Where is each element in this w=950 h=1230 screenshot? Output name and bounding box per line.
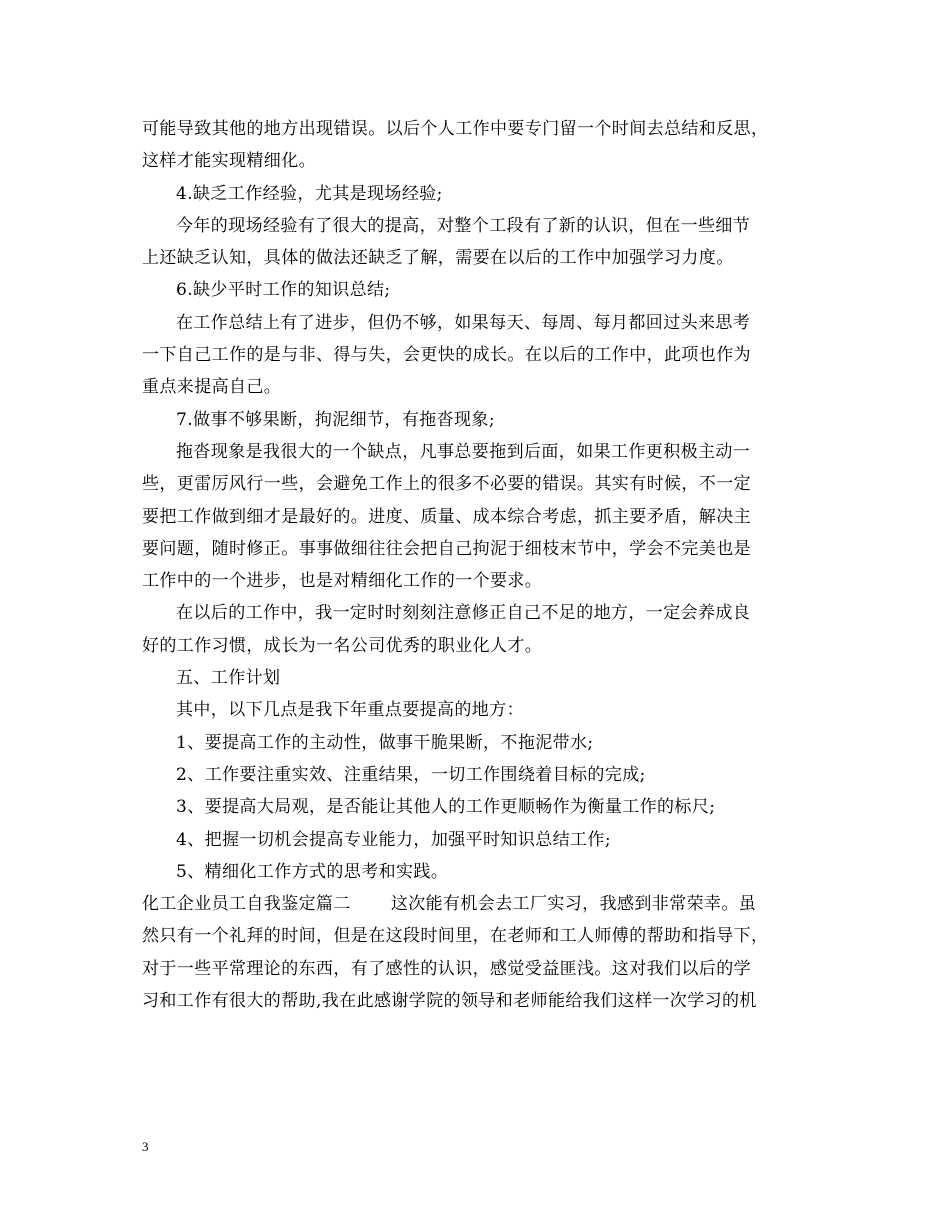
plan-item: 4、把握一切机会提高专业能力，加强平时知识总结工作; — [176, 829, 611, 850]
text-line: 在以后的工作中，我一定时时刻刻注意修正自己不足的地方，一定会养成良 — [176, 603, 751, 624]
section-title: 化工企业员工自我鉴定篇二 — [142, 894, 351, 915]
text-line: 要问题，随时修正。事事做细往往会把自己拘泥于细枝末节中，学会不完美也是 — [142, 538, 751, 559]
text-line: 今年的现场经验有了很大的提高，对整个工段有了新的认识，但在一些细节 — [176, 215, 751, 236]
text-line: 好的工作习惯，成长为一名公司优秀的职业化人才。 — [142, 635, 543, 656]
text-line: 对于一些平常理论的东西，有了感性的认识，感觉受益匪浅。这对我们以后的学 — [142, 958, 751, 979]
document-body — [142, 113, 808, 1017]
list-heading: 4.缺乏工作经验，尤其是现场经验; — [176, 183, 443, 204]
list-heading: 7.做事不够果断，拘泥细节，有拖沓现象; — [176, 409, 495, 430]
text-line: 习和工作有很大的帮助,我在此感谢学院的领导和老师能给我们这样一次学习的机 — [142, 991, 757, 1012]
section-first-line: 这次能有机会去工厂实习，我感到非常荣幸。虽 — [390, 894, 757, 915]
section-title-line — [142, 888, 808, 920]
page-number: 3 — [142, 1139, 149, 1154]
plan-item: 3、要提高大局观，是否能让其他人的工作更顺畅作为衡量工作的标尺; — [176, 797, 716, 818]
text-line: 这样才能实现精细化。 — [142, 151, 316, 172]
text-line: 上还缺乏认知，具体的做法还缺乏了解，需要在以后的工作中加强学习力度。 — [142, 248, 734, 269]
text-line: 重点来提高自己。 — [142, 377, 282, 398]
text-line: 可能导致其他的地方出现错误。以后个人工作中要专门留一个时间去总结和反思， — [142, 119, 769, 139]
plan-item: 1、要提高工作的主动性，做事干脆果断，不拖泥带水; — [176, 732, 594, 753]
list-heading: 6.缺少平时工作的知识总结; — [176, 280, 391, 301]
text-line: 然只有一个礼拜的时间，但是在这段时间里，在老师和工人师傅的帮助和指导下， — [142, 926, 769, 947]
text-line: 要把工作做到细才是最好的。进度、质量、成本综合考虑，抓主要矛盾，解决主 — [142, 506, 751, 527]
plan-item: 5、精细化工作方式的思考和实践。 — [176, 861, 449, 882]
text-line: 在工作总结上有了进步，但仍不够，如果每天、每周、每月都回过头来思考 — [176, 312, 751, 333]
section-heading: 五、工作计划 — [176, 668, 281, 689]
text-line: 其中，以下几点是我下年重点要提高的地方： — [176, 700, 524, 721]
plan-item: 2、工作要注重实效、注重结果，一切工作围绕着目标的完成; — [176, 764, 646, 785]
text-line: 拖沓现象是我很大的一个缺点，凡事总要拖到后面，如果工作更积极主动一 — [176, 441, 751, 462]
text-line: 工作中的一个进步，也是对精细化工作的一个要求。 — [142, 571, 543, 592]
text-line: 一下自己工作的是与非、得与失，会更快的成长。在以后的工作中，此项也作为 — [142, 345, 751, 366]
text-line: 些，更雷厉风行一些，会避免工作上的很多不必要的错误。其实有时候，不一定 — [142, 474, 751, 495]
